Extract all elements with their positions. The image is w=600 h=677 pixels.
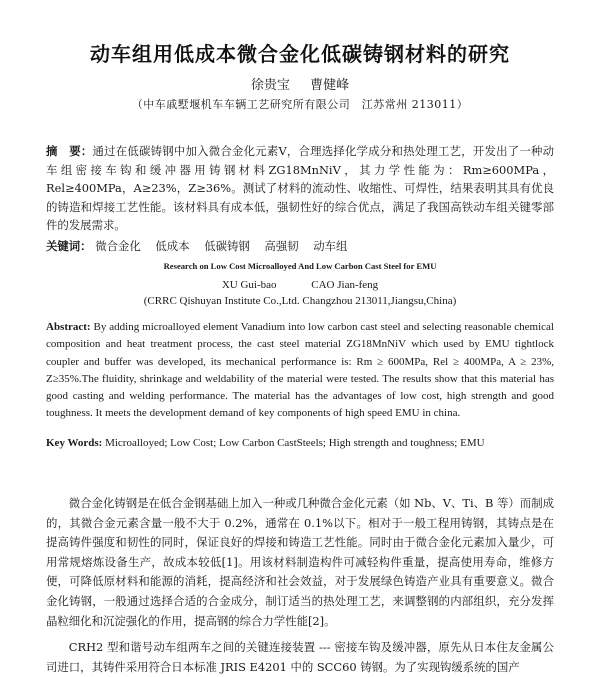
author-cn-2: 曹健峰 [310,78,350,93]
affiliation-cn: （中车戚墅堰机车车辆工艺研究所有限公司 江苏常州 213011） [131,98,469,111]
keywords-en [46,437,554,449]
author-en-1: XU Gui-bao [221,279,277,291]
keyword-cn-5: 动车组 [313,239,348,253]
abstract-cn [46,142,554,235]
abstract-en [46,319,554,423]
body-paragraph-1: 微合金化铸钢是在低合金钢基础上加入一种或几种微合金化元素（如 Nb、V、Ti、B 等）而制成的，其微合金元素含量一般不大于 0.2%，通常在 0.1%以下。相对于一般工程用铸钢，其铸点是在提高铸件强度和韧性的同时，保证良好的焊接和铸造工艺性能。同时由于微合金化元素加入量少，可用常规熔炼设备生产，故成本较低[1]。用该材料制造构件可减轻构件重量，提高使用寿命，维修方便，可降低原材料和能源的消耗，提高经济和社会效益，对于发展绿色铸造产业具有重要意义。微合金化铸钢，一般通过选择合适的合金成分，制订适当的热处理工艺，来调整钢的内部组织，充分发挥晶粒细化和沉淀强化的作用，提高钢的综合力学性能[2]。 [46,496,554,628]
body-text [46,494,554,677]
paper-title-en: Research on Low Cost Microalloyed And Low Carbon Cast Steel for EMU [163,261,437,271]
keywords-en-label: Key Words: [46,437,103,449]
abstract-en-text: By adding microalloyed element Vanadium into low carbon cast steel and selecting reasonable chemical composition and heat treatment process, the cast steel material ZG18MnNiV which used by EMU tightlock coupler and buffer was developed, its mechanical performance is: Rm ≥ 600MPa, Rel ≥ 400MPa, A ≥ 23%, Z≥35%.The fluidity, shrinkage and weldability of the material were tested. The results show that this material has good casting and welding performance. The material has the advantages of low cost, high strength and good toughness. It meets the development demand of key components of high speed EMU in china. [46,321,554,420]
body-paragraph-2: CRH2 型和谐号动车组两车之间的关键连接装置 --- 密接车钩及缓冲器，原先从日本住友金属公司进口，其铸件采用符合日本标准 JRIS E4201 中的 SCC60 铸钢。为了实现钩缓系统的国产 [46,640,554,674]
keyword-cn-4: 高强韧 [264,239,299,253]
keyword-cn-2: 低成本 [155,239,190,253]
author-cn-1: 徐贵宝 [250,78,290,93]
paper-title: 动车组用低成本微合金化低碳铸钢材料的研究 [90,42,510,66]
author-en-2: CAO Jian-feng [311,279,379,291]
authors-cn [46,74,554,93]
abstract-cn-text: 通过在低碳铸钢中加入微合金化元素V，合理选择化学成分和热处理工艺，开发出了一种动车组密接车钩和缓冲器用铸钢材料ZG18MnNiV，其力学性能为：Rm≥600MPa，Rel≥400MPa，A≥23%，Z≥36%。测试了材料的流动性、收缩性、可焊性，结果表明其具有优良的铸造和焊接工艺性能。该材料具有成本低，强韧性好的综合优点，满足了我国高铁动车组关键零部件的发展需求。 [46,144,554,233]
keywords-cn [46,238,554,254]
abstract-en-label: Abstract: [46,321,91,333]
keywords-en-text: Microalloyed; Low Cost; Low Carbon CastSteels; High strength and toughness; EMU [102,437,485,449]
keyword-cn-1: 微合金化 [95,239,141,253]
affiliation-en: (CRRC Qishuyan Institute Co.,Ltd. Changzhou 213011,Jiangsu,China) [143,295,457,307]
keyword-cn-3: 低碳铸钢 [204,239,250,253]
abstract-cn-label: 摘 要： [46,144,93,158]
keywords-cn-label: 关键词： [46,239,92,253]
authors-en [46,279,554,291]
